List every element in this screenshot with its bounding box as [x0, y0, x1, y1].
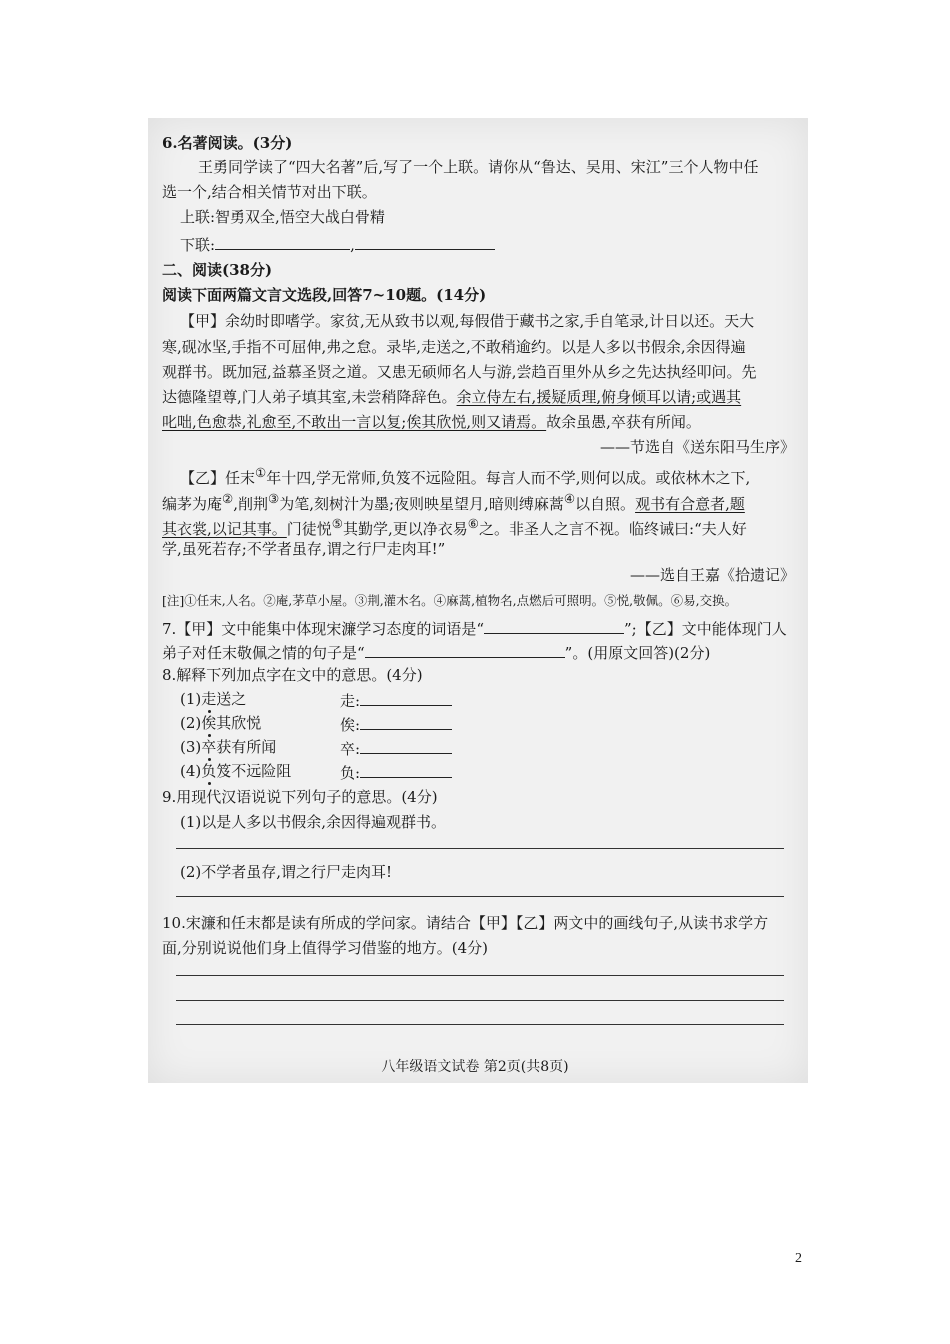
q8-item-number: (3)	[180, 738, 202, 756]
q6-answer-blank-1[interactable]	[215, 233, 350, 250]
q6-title: 6.名著阅读。(3分)	[162, 134, 293, 152]
q6-upper-couplet: 上联:智勇双全,悟空大战白骨精	[180, 208, 385, 226]
section2-title: 二、阅读(38分)	[162, 261, 273, 279]
yi-text-3b: 其勤学,更以净衣易	[343, 520, 468, 538]
note-marker-1: ①	[255, 465, 267, 480]
yi-line-3	[162, 514, 747, 539]
q10-answer-line-1[interactable]	[176, 975, 784, 976]
q8-item-number: (1)	[180, 690, 202, 708]
section2-intro: 阅读下面两篇文言文选段,回答7~10题。(14分)	[162, 286, 487, 304]
q7-text-c: 弟子对任末敬佩之情的句子是“	[162, 644, 365, 662]
q8-answer-label: 负:	[340, 764, 361, 782]
jia-line-1: 【甲】余幼时即嗜学。家贫,无从致书以观,每假借于藏书之家,手自笔录,计日以还。天大	[180, 312, 755, 330]
q7-text-b: ”;【乙】文中能体现门人	[623, 620, 787, 638]
yi-underlined-2: 其衣裳,以记其事。	[162, 520, 287, 538]
jia-line-3: 观群书。既加冠,益慕圣贤之道。又患无硕师名人与游,尝趋百里外从乡之先达执经叩问。先	[162, 363, 757, 381]
yi-source: ——选自王嘉《拾遗记》	[629, 566, 795, 584]
q8-item-3	[180, 737, 276, 757]
q8-dotted-char: 走	[201, 690, 217, 708]
jia-line-2: 寒,砚冰坚,手指不可屈伸,弗之怠。录毕,走送之,不敢稍逾约。以是人多以书假余,余因得遍	[162, 338, 746, 356]
yi-underlined-1: 观书有合意者,题	[635, 495, 745, 513]
q8-answer-3	[340, 737, 452, 759]
yi-text-1a: 【乙】任末	[180, 469, 256, 487]
q8-answer-label: 走:	[340, 692, 361, 710]
q10-line-2: 面,分别说说他们身上值得学习借鉴的地方。(4分)	[162, 939, 489, 957]
q8-item-text: 送之	[216, 690, 247, 708]
q7-text-a: 7.【甲】文中能集中体现宋濂学习态度的词语是“	[162, 620, 484, 638]
q6-answer-blank-2[interactable]	[355, 233, 495, 250]
q6-lower-couplet	[180, 233, 495, 255]
yi-text-1b: 年十四,学无常师,负笈不远险阻。每言人而不学,则何以成。或依林木之下,	[266, 469, 751, 487]
page-number: 2	[795, 1251, 802, 1266]
yi-text-2d: 以自照。	[575, 495, 636, 513]
q8-item-text: 其欣悦	[216, 714, 262, 732]
q8-item-text: 笈不远险阻	[216, 762, 292, 780]
jia-line-4-text: 达德隆望尊,门人弟子填其室,未尝稍降辞色。	[162, 388, 457, 406]
q7-line-1	[162, 617, 787, 639]
q6-lower-label: 下联:	[180, 236, 216, 254]
q8-answer-blank-3[interactable]	[360, 737, 452, 754]
q8-answer-blank-4[interactable]	[360, 761, 452, 778]
jia-underlined-2: 叱咄,色愈恭,礼愈至,不敢出一言以复;俟其欣悦,则又请焉。	[162, 413, 547, 431]
yi-text-2a: 编茅为庵	[162, 495, 223, 513]
q6-lower-separator: ,	[350, 236, 355, 254]
q6-desc-2: 选一个,结合相关情节对出下联。	[162, 183, 377, 201]
q8-answer-blank-1[interactable]	[360, 689, 452, 706]
note-marker-2: ②	[222, 491, 234, 506]
q8-answer-4	[340, 761, 452, 783]
q8-answer-label: 卒:	[340, 740, 361, 758]
jia-line-5-text: 故余虽愚,卒获有所闻。	[546, 413, 701, 431]
yi-line-1	[180, 463, 750, 488]
q8-item-number: (4)	[180, 762, 202, 780]
q9-title: 9.用现代汉语说说下列句子的意思。(4分)	[162, 788, 438, 806]
q8-item-1	[180, 689, 246, 709]
q8-item-number: (2)	[180, 714, 202, 732]
yi-text-2c: 为笔,刻树汁为墨;夜则映星望月,暗则缚麻蒿	[279, 495, 564, 513]
q10-line-1: 10.宋濂和任末都是读有所成的学问家。请结合【甲】【乙】两文中的画线句子,从读书求学方	[162, 914, 769, 932]
jia-underlined-1: 余立侍左右,援疑质理,俯身倾耳以请;或遇其	[456, 388, 742, 406]
note-marker-6: ⑥	[467, 516, 480, 531]
q7-text-d: ”。(用原文回答)(2分)	[564, 644, 711, 662]
note-marker-4: ④	[563, 491, 576, 506]
q8-answer-blank-2[interactable]	[360, 713, 452, 730]
yi-line-4: 学,虽死若存;不学者虽存,谓之行尸走肉耳!”	[162, 540, 446, 558]
yi-text-3a: 门徒悦	[286, 520, 332, 538]
q8-answer-2	[340, 713, 452, 735]
q8-item-text: 获有所闻	[216, 738, 277, 756]
q10-answer-line-3[interactable]	[176, 1024, 784, 1025]
q8-item-4	[180, 761, 291, 781]
q9-answer-line-2[interactable]	[176, 896, 784, 897]
q6-desc-1: 王勇同学读了“四大名著”后,写了一个上联。请你从“鲁达、吴用、宋江”三个人物中任	[198, 158, 759, 176]
q8-title: 8.解释下列加点字在文中的意思。(4分)	[162, 666, 423, 684]
q10-answer-line-2[interactable]	[176, 1000, 784, 1001]
jia-source: ——节选自《送东阳马生序》	[599, 438, 795, 456]
q8-dotted-char: 俟	[201, 714, 217, 732]
yi-text-2b: ,削荆	[233, 495, 269, 513]
q7-line-2	[162, 641, 710, 663]
yi-annotation: [注]①任末,人名。②庵,茅草小屋。③荆,灌木名。④麻蒿,植物名,点燃后可照明。⑤悦,敬佩。⑥易,交换。	[162, 593, 738, 608]
q9-sentence-2: (2)不学者虽存,谓之行尸走肉耳!	[180, 863, 393, 881]
yi-line-2	[162, 489, 745, 514]
q9-answer-line-1[interactable]	[176, 848, 784, 849]
note-marker-5: ⑤	[331, 516, 344, 531]
q8-item-2	[180, 713, 261, 733]
q7-answer-blank-1[interactable]	[484, 617, 624, 634]
q7-answer-blank-2[interactable]	[365, 641, 565, 658]
q8-answer-1	[340, 689, 452, 711]
q8-answer-label: 俟:	[340, 716, 361, 734]
jia-line-4	[162, 387, 741, 407]
q9-sentence-1: (1)以是人多以书假余,余因得遍观群书。	[180, 813, 447, 831]
q8-dotted-char: 负	[201, 762, 217, 780]
jia-line-5	[162, 412, 701, 432]
page-footer: 八年级语文试卷 第2页(共8页)	[381, 1059, 569, 1075]
q8-dotted-char: 卒	[201, 738, 217, 756]
note-marker-3: ③	[268, 491, 280, 506]
yi-text-3c: 之。非圣人之言不视。临终诫曰:“夫人好	[479, 520, 747, 538]
